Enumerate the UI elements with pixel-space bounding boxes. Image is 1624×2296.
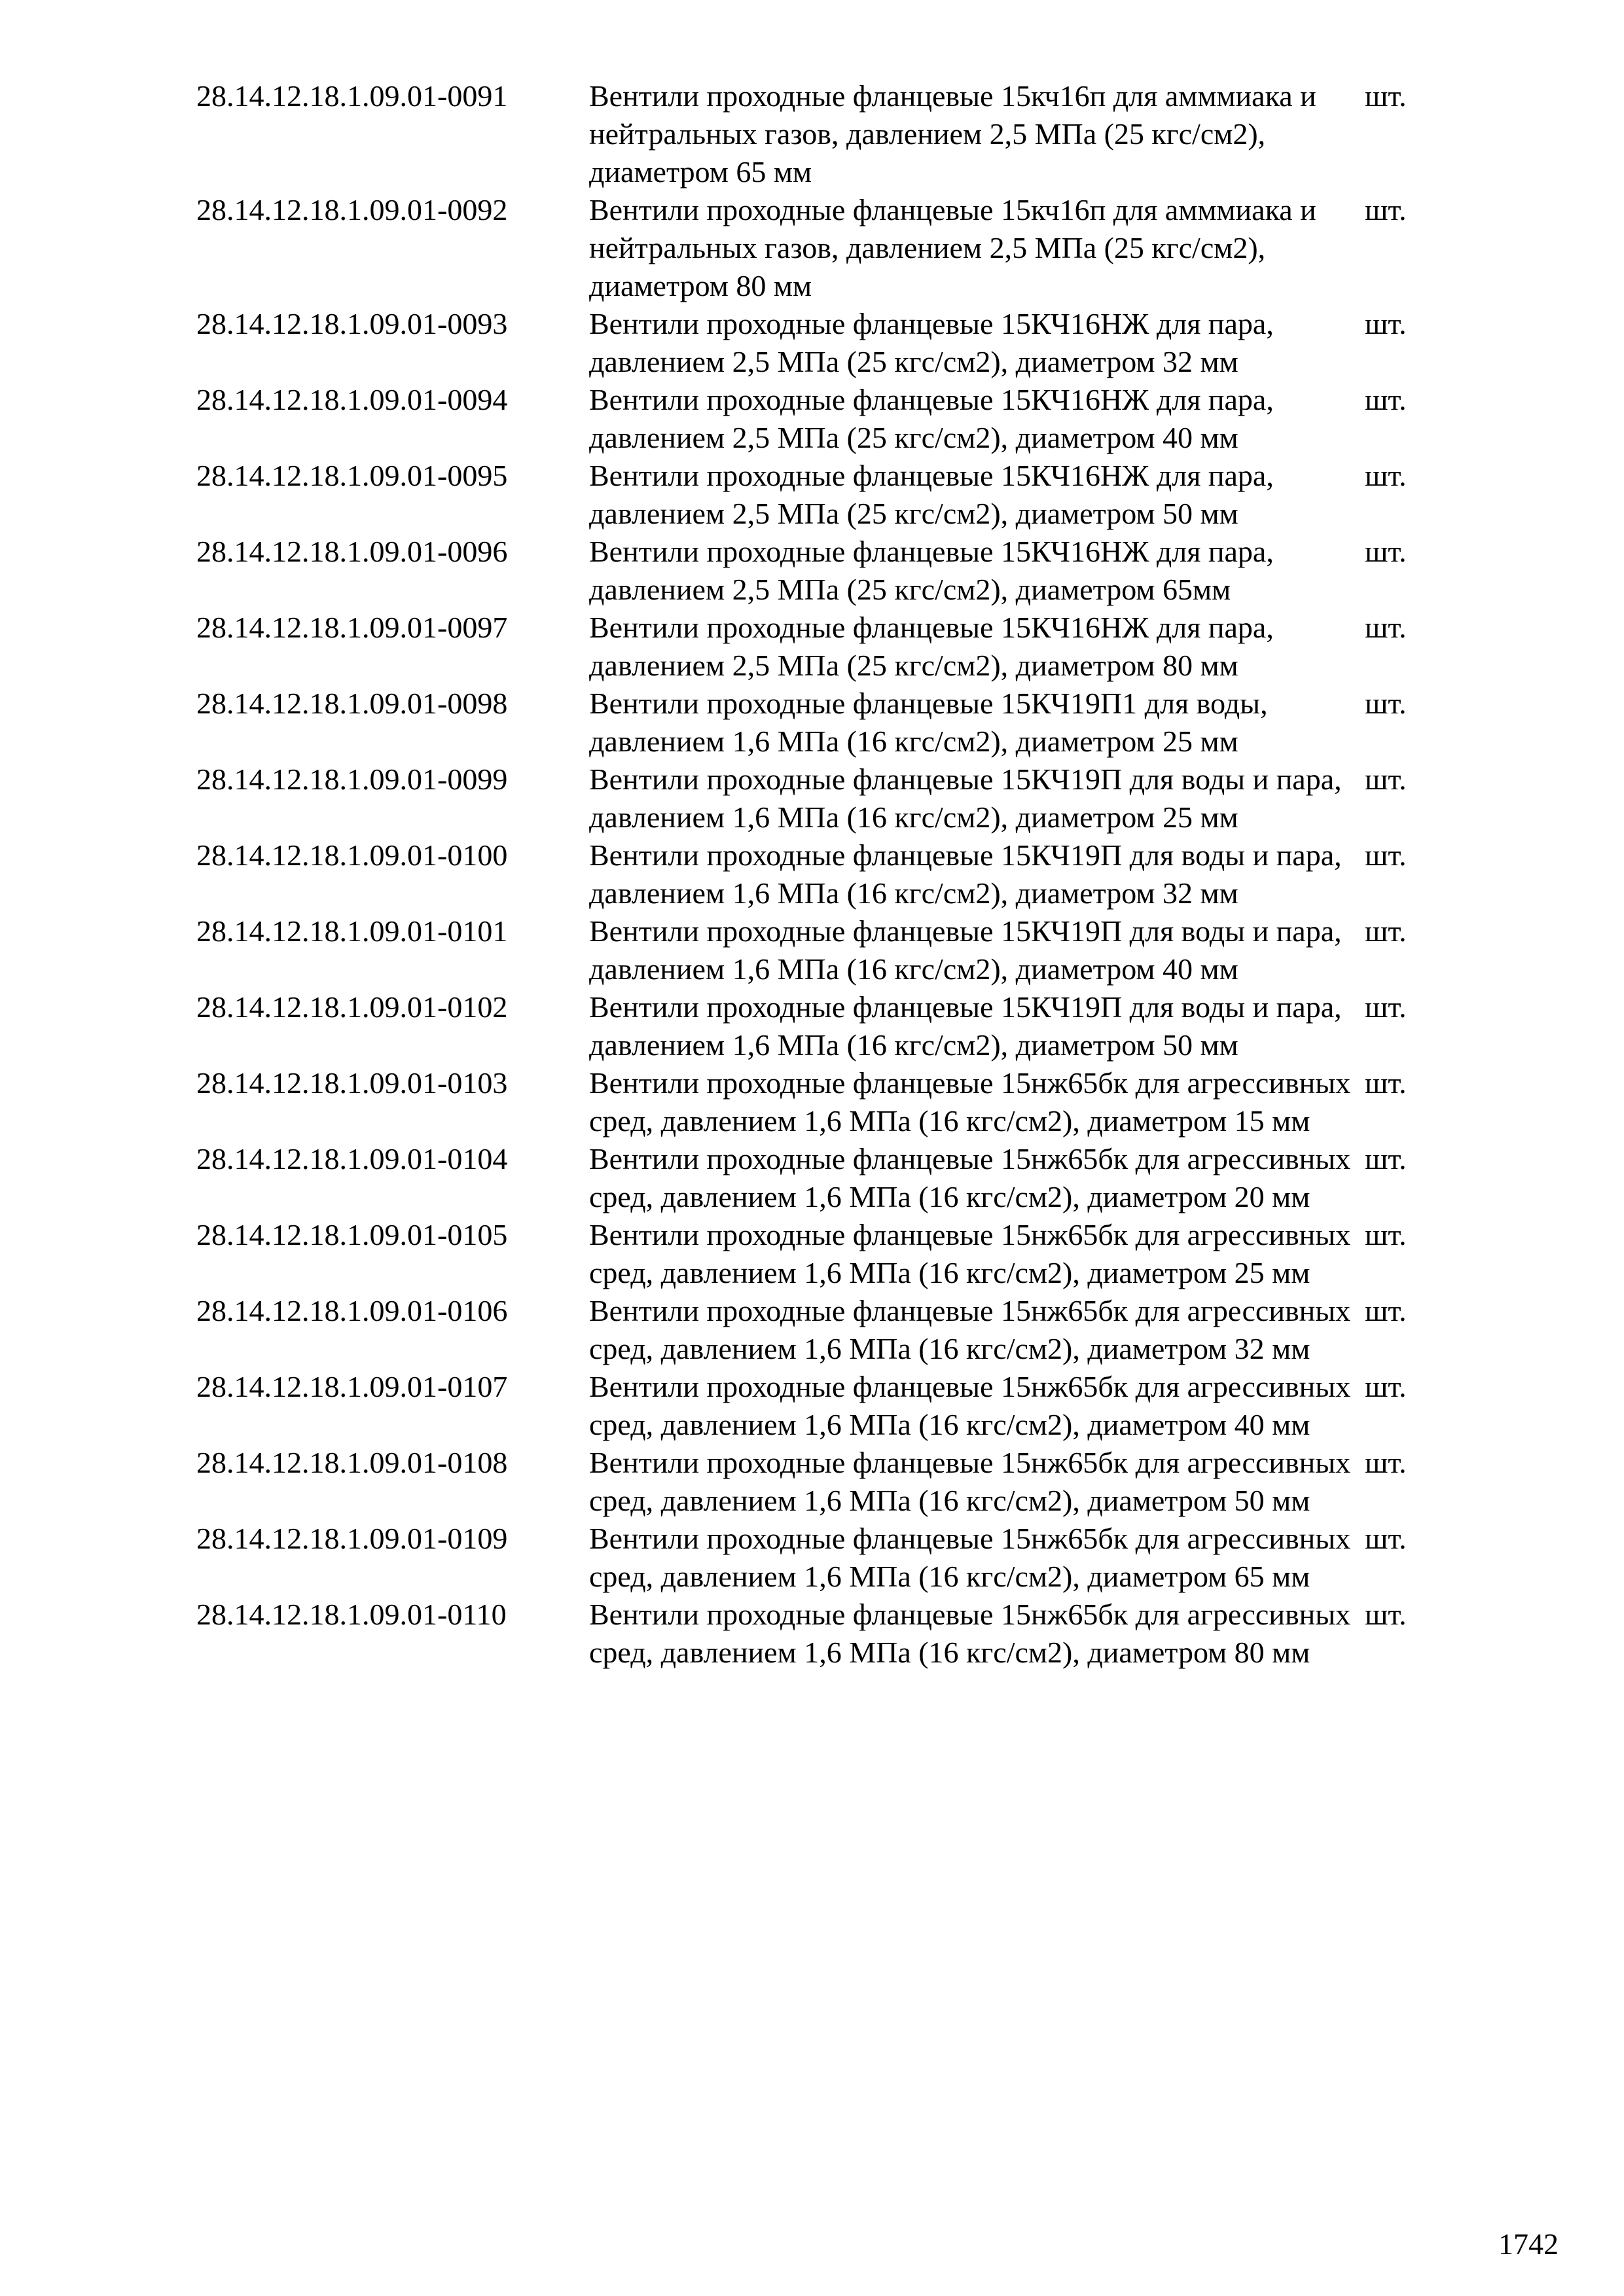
item-code: 28.14.12.18.1.09.01-0110 bbox=[196, 1598, 507, 1631]
table-row bbox=[196, 305, 1440, 381]
item-description: Вентили проходные фланцевые 15КЧ16НЖ для пара, давлением 2,5 МПа (25 кгс/см2), диаметром 65мм bbox=[589, 535, 1274, 606]
item-unit: шт. bbox=[1365, 1598, 1407, 1631]
item-description: Вентили проходные фланцевые 15КЧ19П для воды и пара, давлением 1,6 МПа (16 кгс/см2), диаметром 32 мм bbox=[589, 838, 1342, 910]
item-code: 28.14.12.18.1.09.01-0100 bbox=[196, 838, 508, 872]
item-unit: шт. bbox=[1365, 383, 1407, 416]
item-unit: шт. bbox=[1365, 535, 1407, 568]
item-unit: шт. bbox=[1365, 1142, 1407, 1175]
price-table bbox=[196, 77, 1440, 1672]
item-code: 28.14.12.18.1.09.01-0096 bbox=[196, 535, 508, 568]
item-description: Вентили проходные фланцевые 15КЧ16НЖ для пара, давлением 2,5 МПа (25 кгс/см2), диаметром 50 мм bbox=[589, 459, 1274, 530]
item-description: Вентили проходные фланцевые 15КЧ19П1 для воды, давлением 1,6 МПа (16 кгс/см2), диаметром 25 мм bbox=[589, 687, 1268, 758]
item-description: Вентили проходные фланцевые 15КЧ19П для воды и пара, давлением 1,6 МПа (16 кгс/см2), диаметром 40 мм bbox=[589, 914, 1342, 986]
table-row bbox=[196, 1064, 1440, 1140]
item-unit: шт. bbox=[1365, 1294, 1407, 1327]
item-code: 28.14.12.18.1.09.01-0108 bbox=[196, 1446, 508, 1479]
item-unit: шт. bbox=[1365, 193, 1407, 226]
item-code: 28.14.12.18.1.09.01-0097 bbox=[196, 611, 508, 644]
item-unit: шт. bbox=[1365, 79, 1407, 113]
table-row bbox=[196, 381, 1440, 457]
table-row bbox=[196, 77, 1440, 191]
item-description: Вентили проходные фланцевые 15нж65бк для агрессивных сред, давлением 1,6 МПа (16 кгс/см2), диаметром 32 мм bbox=[589, 1294, 1351, 1365]
item-unit: шт. bbox=[1365, 307, 1407, 340]
item-description: Вентили проходные фланцевые 15нж65бк для агрессивных сред, давлением 1,6 МПа (16 кгс/см2), диаметром 15 мм bbox=[589, 1066, 1351, 1138]
table-row bbox=[196, 1216, 1440, 1292]
item-code: 28.14.12.18.1.09.01-0106 bbox=[196, 1294, 508, 1327]
table-row bbox=[196, 988, 1440, 1064]
item-code: 28.14.12.18.1.09.01-0101 bbox=[196, 914, 508, 948]
item-description: Вентили проходные фланцевые 15КЧ16НЖ для пара, давлением 2,5 МПа (25 кгс/см2), диаметром 80 мм bbox=[589, 611, 1274, 682]
table-row bbox=[196, 533, 1440, 609]
item-code: 28.14.12.18.1.09.01-0109 bbox=[196, 1522, 508, 1555]
item-unit: шт. bbox=[1365, 762, 1407, 796]
table-row bbox=[196, 191, 1440, 305]
table-row bbox=[196, 609, 1440, 685]
item-description: Вентили проходные фланцевые 15КЧ19П для воды и пара, давлением 1,6 МПа (16 кгс/см2), диаметром 25 мм bbox=[589, 762, 1342, 834]
item-code: 28.14.12.18.1.09.01-0107 bbox=[196, 1370, 508, 1403]
table-row bbox=[196, 912, 1440, 988]
item-code: 28.14.12.18.1.09.01-0102 bbox=[196, 990, 508, 1024]
item-code: 28.14.12.18.1.09.01-0091 bbox=[196, 79, 508, 113]
item-unit: шт. bbox=[1365, 611, 1407, 644]
item-code: 28.14.12.18.1.09.01-0104 bbox=[196, 1142, 508, 1175]
item-description: Вентили проходные фланцевые 15нж65бк для агрессивных сред, давлением 1,6 МПа (16 кгс/см2), диаметром 40 мм bbox=[589, 1370, 1351, 1441]
item-description: Вентили проходные фланцевые 15нж65бк для агрессивных сред, давлением 1,6 МПа (16 кгс/см2), диаметром 80 мм bbox=[589, 1598, 1351, 1669]
item-description: Вентили проходные фланцевые 15КЧ16НЖ для пара, давлением 2,5 МПа (25 кгс/см2), диаметром 40 мм bbox=[589, 383, 1274, 454]
item-unit: шт. bbox=[1365, 914, 1407, 948]
item-description: Вентили проходные фланцевые 15нж65бк для агрессивных сред, давлением 1,6 МПа (16 кгс/см2), диаметром 65 мм bbox=[589, 1522, 1351, 1593]
item-description: Вентили проходные фланцевые 15кч16п для амммиака и нейтральных газов, давлением 2,5 МПа (25 кгс/см2), диаметром 65 мм bbox=[589, 79, 1316, 188]
table-row bbox=[196, 685, 1440, 761]
page-number: 1742 bbox=[1498, 2227, 1559, 2261]
item-unit: шт. bbox=[1365, 1446, 1407, 1479]
item-code: 28.14.12.18.1.09.01-0103 bbox=[196, 1066, 508, 1100]
table-row bbox=[196, 1368, 1440, 1444]
item-description: Вентили проходные фланцевые 15КЧ16НЖ для пара, давлением 2,5 МПа (25 кгс/см2), диаметром 32 мм bbox=[589, 307, 1274, 378]
item-unit: шт. bbox=[1365, 838, 1407, 872]
item-unit: шт. bbox=[1365, 990, 1407, 1024]
item-code: 28.14.12.18.1.09.01-0094 bbox=[196, 383, 508, 416]
item-description: Вентили проходные фланцевые 15кч16п для амммиака и нейтральных газов, давлением 2,5 МПа (25 кгс/см2), диаметром 80 мм bbox=[589, 193, 1316, 302]
table-row bbox=[196, 1444, 1440, 1520]
item-description: Вентили проходные фланцевые 15нж65бк для агрессивных сред, давлением 1,6 МПа (16 кгс/см2), диаметром 50 мм bbox=[589, 1446, 1351, 1517]
item-code: 28.14.12.18.1.09.01-0093 bbox=[196, 307, 508, 340]
item-unit: шт. bbox=[1365, 1522, 1407, 1555]
item-unit: шт. bbox=[1365, 1370, 1407, 1403]
table-row bbox=[196, 1596, 1440, 1672]
table-row bbox=[196, 761, 1440, 836]
item-code: 28.14.12.18.1.09.01-0095 bbox=[196, 459, 508, 492]
item-unit: шт. bbox=[1365, 1066, 1407, 1100]
table-row bbox=[196, 1520, 1440, 1596]
table-row bbox=[196, 1292, 1440, 1368]
item-code: 28.14.12.18.1.09.01-0099 bbox=[196, 762, 508, 796]
item-description: Вентили проходные фланцевые 15нж65бк для агрессивных сред, давлением 1,6 МПа (16 кгс/см2), диаметром 25 мм bbox=[589, 1218, 1351, 1289]
item-code: 28.14.12.18.1.09.01-0105 bbox=[196, 1218, 508, 1251]
item-description: Вентили проходные фланцевые 15нж65бк для агрессивных сред, давлением 1,6 МПа (16 кгс/см2), диаметром 20 мм bbox=[589, 1142, 1351, 1213]
table-row bbox=[196, 836, 1440, 912]
table-row bbox=[196, 1140, 1440, 1216]
table-row bbox=[196, 457, 1440, 533]
item-unit: шт. bbox=[1365, 459, 1407, 492]
item-unit: шт. bbox=[1365, 1218, 1407, 1251]
item-code: 28.14.12.18.1.09.01-0098 bbox=[196, 687, 508, 720]
item-code: 28.14.12.18.1.09.01-0092 bbox=[196, 193, 508, 226]
item-description: Вентили проходные фланцевые 15КЧ19П для воды и пара, давлением 1,6 МПа (16 кгс/см2), диаметром 50 мм bbox=[589, 990, 1342, 1062]
item-unit: шт. bbox=[1365, 687, 1407, 720]
